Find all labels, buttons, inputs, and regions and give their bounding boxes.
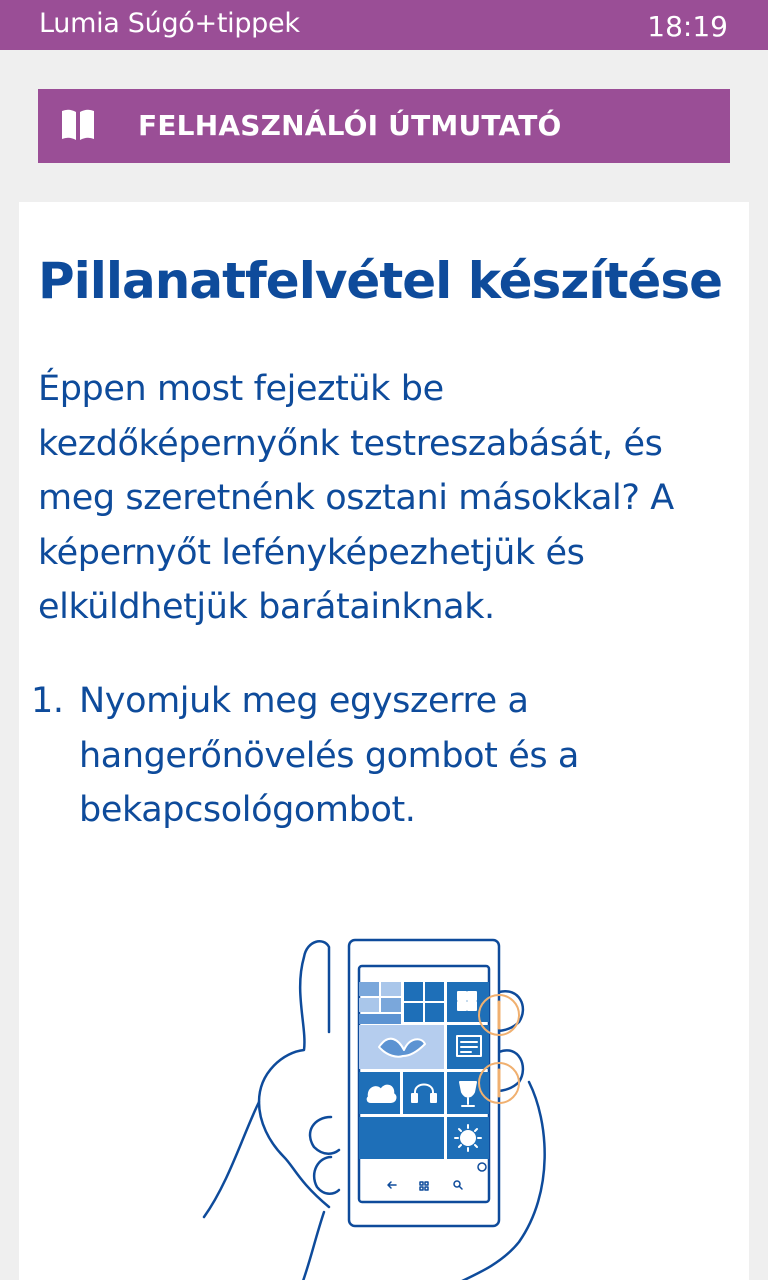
article-title: Pillanatfelvétel készítése (38, 252, 723, 310)
step-text: Nyomjuk meg egyszerre a hangerőnövelés gombot és a bekapcsológombot. (79, 681, 579, 830)
app-title: Lumia Súgó+tippek (39, 8, 300, 39)
step-item (31, 674, 731, 838)
clock: 18:19 (647, 10, 728, 43)
article-card (19, 202, 749, 1280)
step-number: 1. (31, 681, 64, 721)
status-bar (0, 0, 768, 50)
article-intro: Éppen most fejeztük be kezdőképernyőnk testreszabását, és meg szeretnénk osztani másokkal? A képernyőt lefényképezhetjük és elküldhetjük barátainknak. (38, 369, 674, 627)
phone-screenshot-illustration (199, 932, 579, 1280)
user-guide-banner[interactable] (38, 89, 730, 163)
steps-list (31, 674, 731, 838)
banner-label: FELHASZNÁLÓI ÚTMUTATÓ (138, 109, 562, 142)
book-icon (60, 108, 96, 142)
